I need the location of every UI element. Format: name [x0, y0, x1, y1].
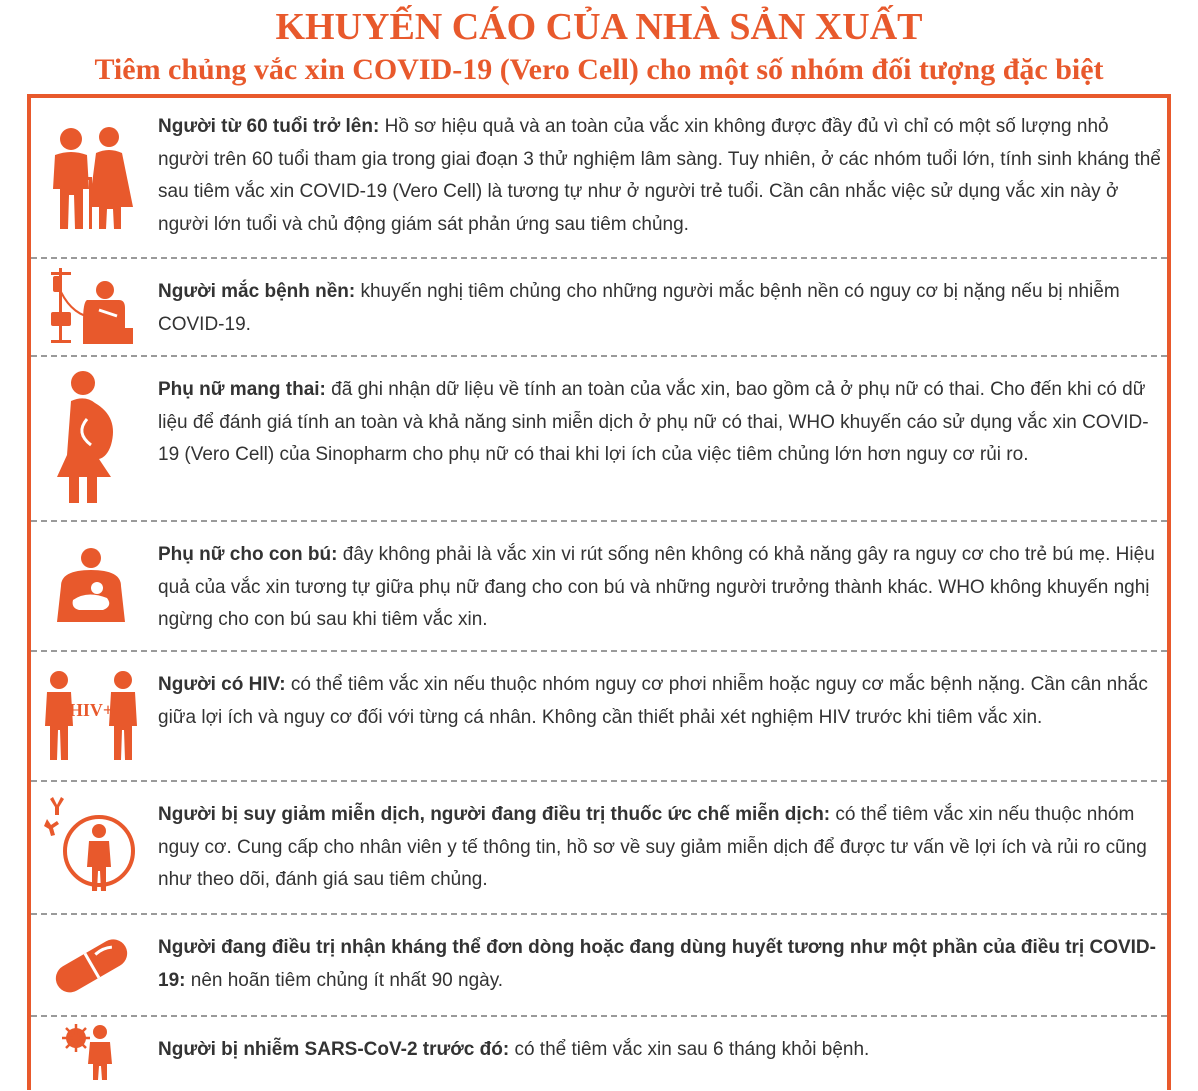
immune-shield-person-icon: [43, 793, 139, 903]
recommendation-list: [31, 98, 1167, 1087]
page-subtitle: Tiêm chủng vắc xin COVID-19 (Vero Cell) cho một số nhóm đối tượng đặc biệt: [94, 53, 1104, 86]
item-text: [158, 799, 1161, 897]
list-item: [31, 522, 1167, 652]
item-description: có thể tiêm vắc xin sau 6 tháng khỏi bệnh.: [509, 1039, 870, 1060]
item-text: [158, 669, 1161, 734]
list-item: [31, 782, 1167, 915]
breastfeeding-mother-icon: [51, 546, 131, 626]
header: [0, 0, 1198, 90]
item-text: [158, 932, 1161, 997]
list-item: [31, 915, 1167, 1017]
pregnant-woman-icon: [51, 369, 131, 509]
list-item: [31, 1017, 1167, 1087]
item-label: Người đang điều trị nhận kháng thể đơn dòng hoặc đang dùng huyết tương như một phần của điều trị COVID-19:: [158, 937, 1156, 991]
item-description: nên hoãn tiêm chủng ít nhất 90 ngày.: [185, 969, 504, 991]
item-description: có thể tiêm vắc xin nếu thuộc nhóm nguy cơ phơi nhiễm hoặc nguy cơ mắc bệnh nặng. Cần cân nhắc giữa lợi ích và nguy cơ đối với từng cá nhân. Không cần thiết phải xét nghiệm HIV trước khi tiêm vắc xin.: [158, 674, 1148, 728]
item-label: Người bị suy giảm miễn dịch, người đang điều trị thuốc ức chế miễn dịch:: [158, 804, 831, 825]
item-description: có thể tiêm vắc xin nếu thuộc nhóm nguy cơ. Cung cấp cho nhân viên y tế thông tin, hồ sơ về suy giảm miễn dịch để được tư vấn về lợi ích và rủi ro cũng như theo dõi, đánh giá sau tiêm chủng.: [158, 804, 1147, 890]
list-item: [31, 357, 1167, 522]
patient-iv-drip-icon: [43, 266, 139, 348]
item-description: khuyến nghị tiêm chủng cho những người mắc bệnh nền có nguy cơ bị nặng nếu bị nhiễm COVID-19.: [158, 281, 1120, 335]
item-text: [158, 374, 1161, 472]
virus-person-icon: [56, 1022, 126, 1082]
list-item: [31, 259, 1167, 357]
elderly-couple-icon: [41, 123, 141, 233]
item-label: Người bị nhiễm SARS-CoV-2 trước đó:: [158, 1039, 510, 1060]
list-item: [31, 98, 1167, 259]
pill-capsule-icon: [46, 930, 136, 1000]
item-label: Phụ nữ cho con bú:: [158, 544, 338, 565]
item-description: đây không phải là vắc xin vi rút sống nên không có khả năng gây ra nguy cơ cho trẻ bú mẹ. Hiệu quả của vắc xin tương tự giữa phụ nữ đang cho con bú và những người trưởng thành khác. WHO không khuyến nghị ngừng cho con bú sau khi tiêm vắc xin.: [158, 544, 1155, 630]
frame-border-right: [1167, 94, 1171, 1090]
item-label: Phụ nữ mang thai:: [158, 379, 326, 400]
hiv-label: HIV+: [68, 700, 114, 720]
item-text: [158, 276, 1161, 341]
item-label: Người có HIV:: [158, 674, 286, 695]
item-description: đã ghi nhận dữ liệu về tính an toàn của vắc xin, bao gồm cả ở phụ nữ có thai. Cho đến khi có dữ liệu để đánh giá tính an toàn và khả năng sinh miễn dịch ở phụ nữ có thai, WHO khuyến cáo sử dụng vắc xin COVID-19 (Vero Cell) của Sinopharm cho phụ nữ có thai khi lợi ích của việc tiêm chủng lớn hơn nguy cơ rủi ro.: [158, 379, 1149, 465]
list-item: [31, 652, 1167, 782]
item-text: [158, 111, 1161, 241]
item-label: Người mắc bệnh nền:: [158, 281, 356, 302]
item-description: Hồ sơ hiệu quả và an toàn của vắc xin không được đầy đủ vì chỉ có một số lượng nhỏ người trên 60 tuổi tham gia trong giai đoạn 3 thử nghiệm lâm sàng. Tuy nhiên, ở các nhóm tuổi lớn, tính sinh kháng thể sau tiêm vắc xin COVID-19 (Vero Cell) là tương tự như ở người trẻ tuổi. Cần cân nhắc việc sử dụng vắc xin này ở người lớn tuổi và chủ động giám sát phản ứng sau tiêm chủng.: [158, 116, 1161, 235]
page-title: KHUYẾN CÁO CỦA NHÀ SẢN XUẤT: [275, 6, 923, 48]
item-label: Người từ 60 tuổi trở lên:: [158, 116, 380, 137]
item-text: [158, 539, 1161, 637]
hiv-people-icon: [41, 670, 141, 762]
item-text: [158, 1034, 1161, 1067]
